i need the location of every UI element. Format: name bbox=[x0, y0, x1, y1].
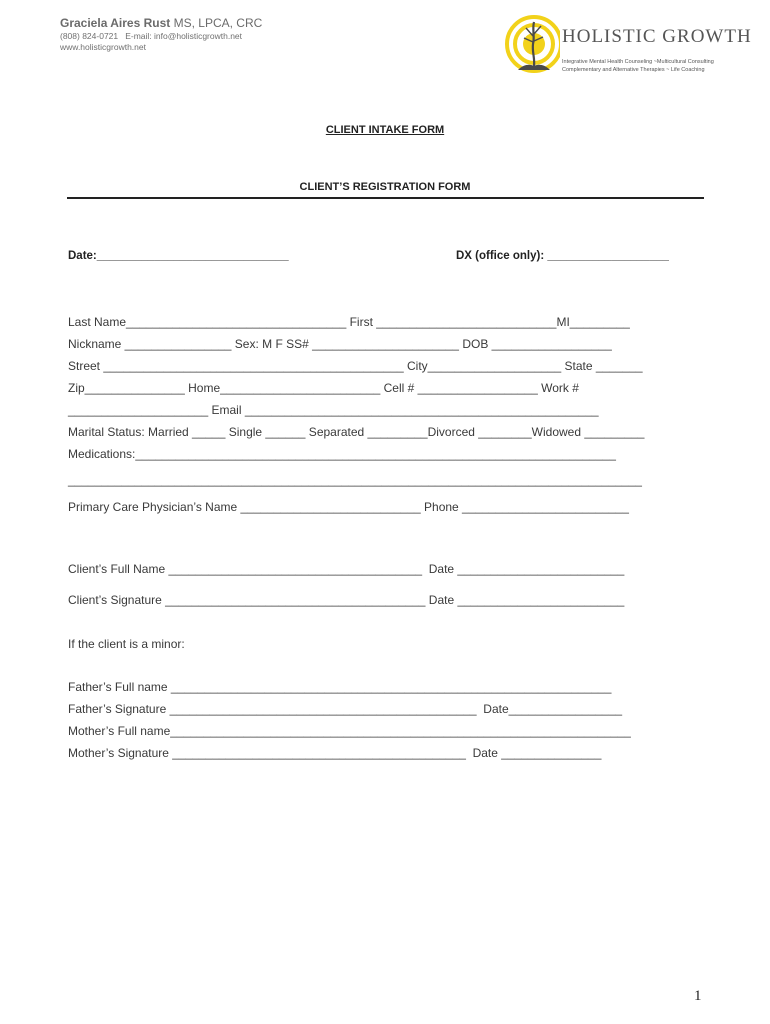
client-full-name-line[interactable]: Client’s Full Name ______________________________________ Date _________________________ bbox=[68, 562, 625, 576]
practitioner-credentials: MS, LPCA, CRC bbox=[170, 16, 263, 30]
letterhead-website: www.holisticgrowth.net bbox=[60, 42, 146, 52]
father-signature-line[interactable]: Father’s Signature ______________________________________________ Date_________________ bbox=[68, 702, 623, 716]
sun-tree-icon bbox=[504, 14, 560, 74]
nickname-line[interactable]: Nickname ________________ Sex: M F SS# ______________________ DOB __________________ bbox=[68, 337, 612, 351]
name-line[interactable]: Last Name_________________________________ First ___________________________MI_________ bbox=[68, 315, 630, 329]
mother-signature-line[interactable]: Mother’s Signature ____________________________________________ Date _______________ bbox=[68, 746, 602, 760]
title-divider bbox=[67, 197, 704, 199]
practitioner-name: Graciela Aires Rust bbox=[60, 16, 171, 30]
logo-wordmark: HOLISTIC GROWTH bbox=[562, 26, 752, 47]
letterhead-name bbox=[60, 16, 262, 30]
letterhead-contact: (808) 824-0721 E-mail: info@holisticgrowth.net bbox=[60, 31, 243, 41]
date-field[interactable]: Date:______________________________ bbox=[68, 250, 289, 262]
medications-line[interactable]: Medications:________________________________________________________________________ bbox=[68, 447, 616, 461]
intake-form-title: CLIENT INTAKE FORM bbox=[325, 124, 445, 136]
dx-office-field[interactable]: DX (office only): ___________________ bbox=[456, 250, 669, 262]
tree-trunk bbox=[533, 22, 534, 66]
client-signature-line[interactable]: Client’s Signature _______________________________________ Date _________________________ bbox=[68, 593, 625, 607]
zip-phone-line[interactable]: Zip_______________ Home________________________ Cell # __________________ Work # bbox=[68, 381, 579, 395]
minor-note: If the client is a minor: bbox=[68, 637, 185, 651]
marital-status-line[interactable]: Marital Status: Married _____ Single ______ Separated _________Divorced ________Widowed _________ bbox=[68, 425, 645, 439]
email-line[interactable]: _____________________ Email _____________________________________________________ bbox=[68, 403, 599, 417]
registration-form-title: CLIENT’S REGISTRATION FORM bbox=[299, 181, 471, 193]
logo-tagline-2: Complementary and Alternative Therapies ~ Life Coaching bbox=[562, 67, 705, 73]
physician-line[interactable]: Primary Care Physician’s Name ___________________________ Phone _________________________ bbox=[68, 500, 629, 514]
holistic-growth-logo bbox=[504, 14, 752, 74]
page-number: 1 bbox=[694, 988, 702, 1004]
father-full-name-line[interactable]: Father’s Full name __________________________________________________________________ bbox=[68, 680, 612, 694]
mother-full-name-line[interactable]: Mother’s Full name_____________________________________________________________________ bbox=[68, 724, 631, 738]
street-line[interactable]: Street _____________________________________________ City____________________ State _______ bbox=[68, 359, 643, 373]
logo-tagline-1: Integrative Mental Health Counseling ~Multicultural Consulting bbox=[562, 59, 714, 65]
medications-continuation-line[interactable]: ______________________________________________________________________________________ bbox=[68, 473, 642, 487]
